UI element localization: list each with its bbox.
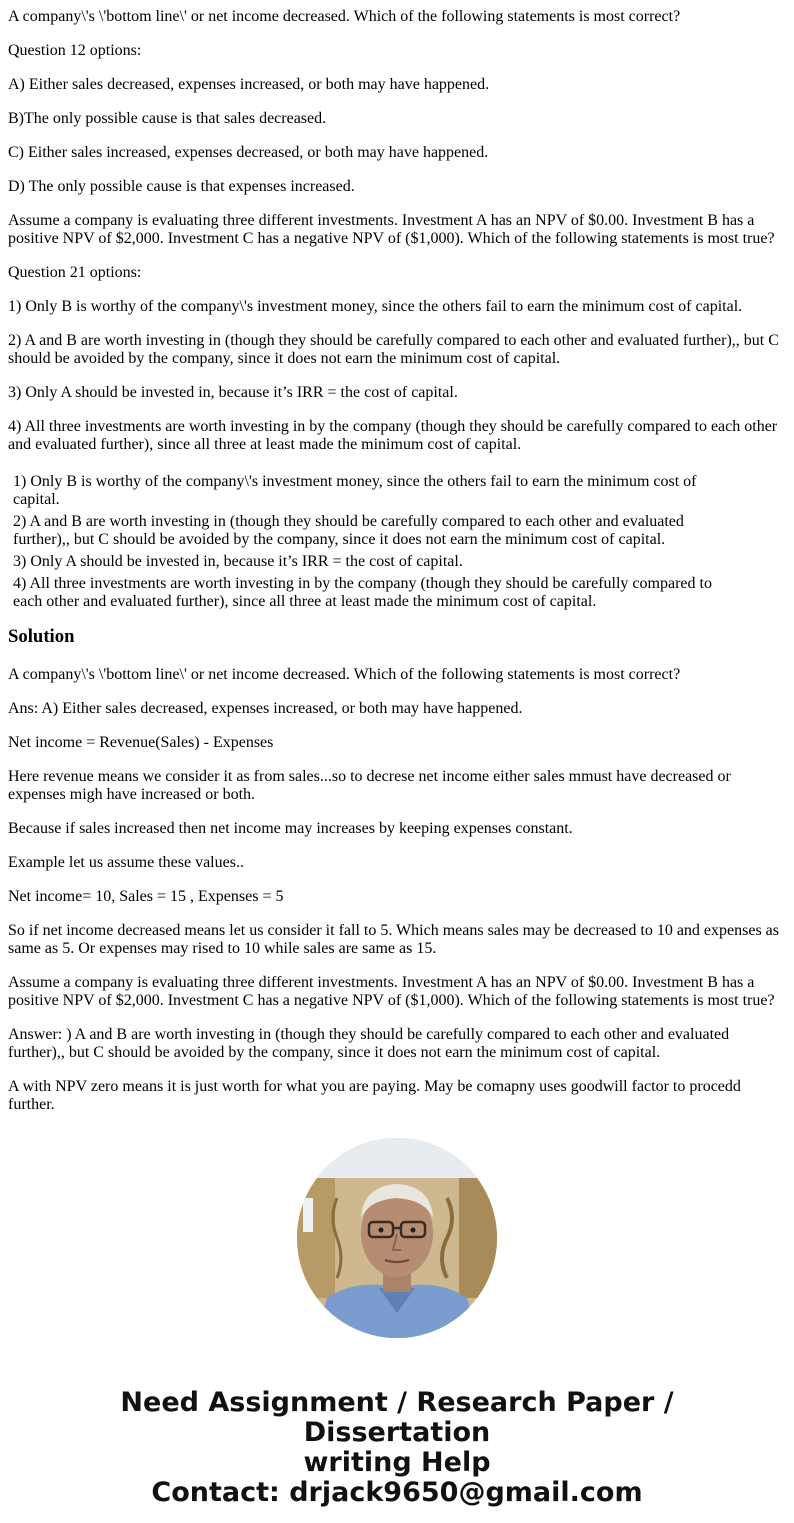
q12-option-d: D) The only possible cause is that expenses increased. xyxy=(8,178,355,195)
options-table-cell: 4) All three investments are worth investing in by the company (though they should be carefully compared to each other and evaluated further), since all three at least made the minimum cost of capital. xyxy=(13,575,712,610)
solution-paragraph: Assume a company is evaluating three different investments. Investment A has an NPV of $0.00. Investment B has a positive NPV of $2,000. Investment C has a negative NPV of ($1,000). Which of the following statements is most true? xyxy=(8,974,775,1009)
solution-paragraph: Answer: ) A and B are worth investing in (though they should be carefully compared to each other and evaluated further),, but C should be avoided by the company, since it does not earn the minimum cost of capital. xyxy=(8,1026,730,1061)
solution-paragraph: Ans: A) Either sales decreased, expenses increased, or both may have happened. xyxy=(8,700,523,717)
solution-paragraph: Net income = Revenue(Sales) - Expenses xyxy=(8,734,274,751)
person-portrait-icon xyxy=(297,1138,497,1338)
contact-footer xyxy=(8,1388,786,1508)
table-row xyxy=(12,472,718,510)
solution-paragraph: Net income= 10, Sales = 15 , Expenses = 5 xyxy=(8,888,284,905)
footer-line: Need Assignment / Research Paper / Dissertation xyxy=(120,1387,674,1448)
solution-paragraph: Example let us assume these values.. xyxy=(8,854,244,871)
q12-options-label: Question 12 options: xyxy=(8,42,142,59)
avatar-container xyxy=(8,1138,786,1338)
q12-option-c: C) Either sales increased, expenses decreased, or both may have happened. xyxy=(8,144,489,161)
solution-paragraph: So if net income decreased means let us consider it fall to 5. Which means sales may be decreased to 10 and expenses as same as 5. Or expenses may rised to 10 while sales are same as 15. xyxy=(8,922,780,957)
solution-paragraph: A with NPV zero means it is just worth for what you are paying. May be comapny uses goodwill factor to procedd further. xyxy=(8,1078,741,1113)
q21-option-3: 3) Only A should be invested in, because it’s IRR = the cost of capital. xyxy=(8,384,458,401)
table-row xyxy=(12,512,718,550)
avatar xyxy=(297,1138,497,1338)
solution-heading: Solution xyxy=(8,626,75,647)
footer-line: writing Help xyxy=(303,1447,491,1478)
solution-paragraph: Because if sales increased then net income may increases by keeping expenses constant. xyxy=(8,820,573,837)
q21-option-1: 1) Only B is worthy of the company\'s investment money, since the others fail to earn the minimum cost of capital. xyxy=(8,298,743,315)
contact-email[interactable]: Contact: drjack9650@gmail.com xyxy=(151,1477,643,1508)
options-table-cell: 3) Only A should be invested in, because it’s IRR = the cost of capital. xyxy=(13,553,463,570)
solution-paragraph: Here revenue means we consider it as from sales...so to decrese net income either sales mmust have decreased or expenses migh have increased or both. xyxy=(8,768,731,803)
q12-option-a: A) Either sales decreased, expenses increased, or both may have happened. xyxy=(8,76,490,93)
options-table-cell: 2) A and B are worth investing in (though they should be carefully compared to each other and evaluated further),, but C should be avoided by the company, since it does not earn the minimum cost of capital. xyxy=(13,513,684,548)
table-row xyxy=(12,552,718,572)
q21-options-label: Question 21 options: xyxy=(8,264,142,281)
options-table xyxy=(10,470,720,614)
table-row xyxy=(12,574,718,612)
q12-prompt: A company\'s \'bottom line\' or net income decreased. Which of the following statements is most correct? xyxy=(8,8,681,25)
q21-option-2: 2) A and B are worth investing in (though they should be carefully compared to each other and evaluated further),, but C should be avoided by the company, since it does not earn the minimum cost of capital. xyxy=(8,332,779,367)
q12-option-b: B)The only possible cause is that sales decreased. xyxy=(8,110,327,127)
q21-prompt: Assume a company is evaluating three different investments. Investment A has an NPV of $0.00. Investment B has a positive NPV of $2,000. Investment C has a negative NPV of ($1,000). Which of the following statements is most true? xyxy=(8,212,775,247)
q21-option-4: 4) All three investments are worth investing in by the company (though they should be carefully compared to each other and evaluated further), since all three at least made the minimum cost of capital. xyxy=(8,418,778,453)
options-table-cell: 1) Only B is worthy of the company\'s investment money, since the others fail to earn the minimum cost of capital. xyxy=(13,473,697,508)
solution-paragraph: A company\'s \'bottom line\' or net income decreased. Which of the following statements is most correct? xyxy=(8,666,681,683)
